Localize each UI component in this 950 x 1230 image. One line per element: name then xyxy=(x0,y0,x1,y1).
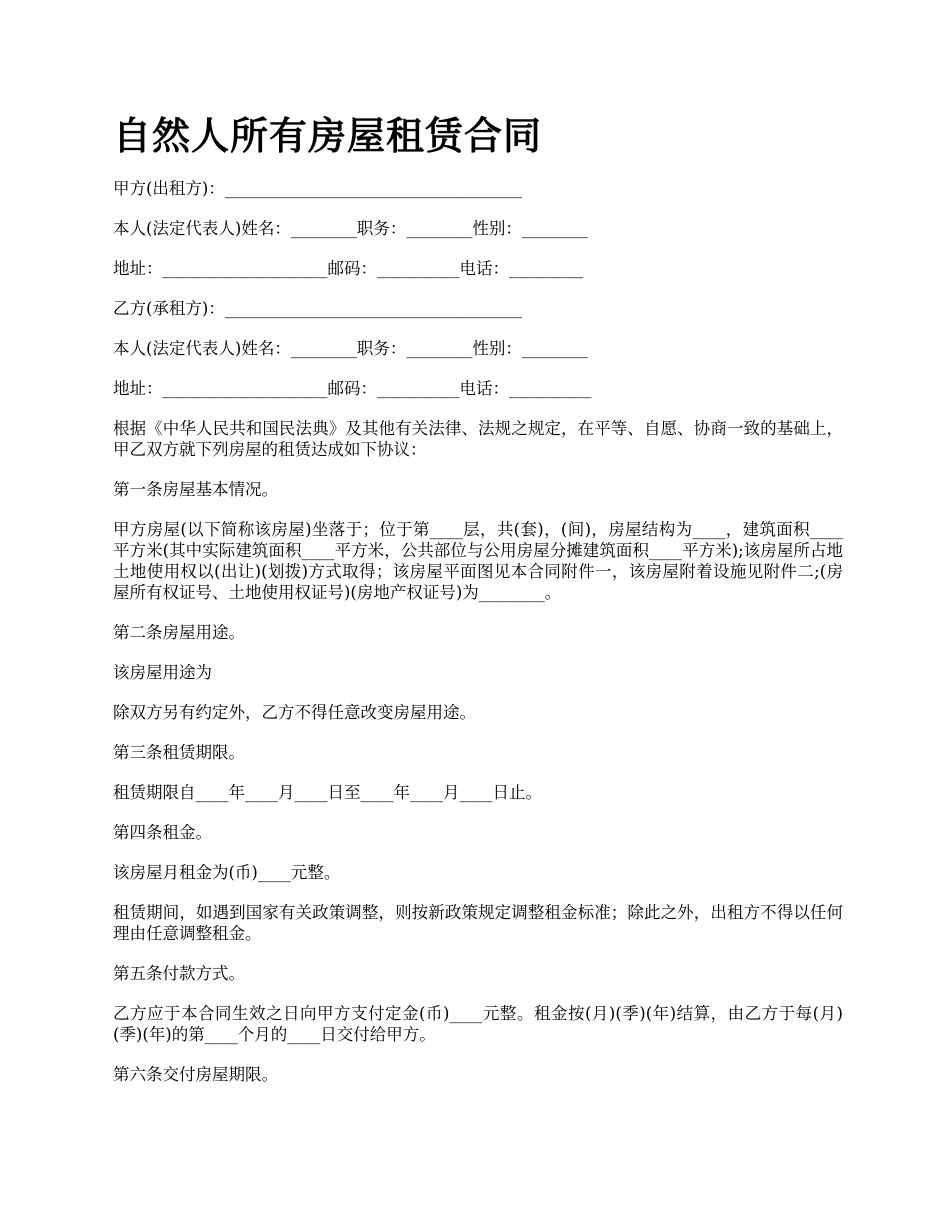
party-b-address-line: 地址：____________________邮码：__________电话：__________ xyxy=(113,379,592,398)
party-a-address-line: 地址：____________________邮码：__________电话：_________ xyxy=(113,259,584,278)
article-1-body: 甲方房屋(以下简称该房屋)坐落于；位于第____层，共(套)，(间)，房屋结构为____，建筑面积____平方米(其中实际建筑面积____平方米，公共部位与公用房屋分摊建筑面积____平方米);该房屋所占地土地使用权以(出让)(划拨)方式取得；该房屋平面图见本合同附件一，该房屋附着设施见附件二;(房屋所有权证号、土地使用权证号)(房地产权证号)为________。 xyxy=(113,520,843,602)
party-b-representative-line: 本人(法定代表人)姓名：________职务：________性别：________ xyxy=(113,339,588,358)
article-2-heading: 第二条房屋用途。 xyxy=(113,623,245,642)
article-4-adjustment: 租赁期间，如遇到国家有关政策调整，则按新政策规定调整租金标准；除此之外，出租方不得以任何理由任意调整租金。 xyxy=(113,903,843,943)
party-a-representative-line: 本人(法定代表人)姓名：________职务：________性别：________ xyxy=(113,219,588,238)
article-3-heading: 第三条租赁期限。 xyxy=(113,743,245,762)
document-page xyxy=(113,112,843,1104)
preamble-paragraph: 根据《中华人民共和国民法典》及其他有关法律、法规之规定，在平等、自愿、协商一致的基础上，甲乙双方就下列房屋的租赁达成如下协议： xyxy=(113,419,843,459)
article-4-heading: 第四条租金。 xyxy=(113,823,212,842)
article-2-restriction: 除双方另有约定外，乙方不得任意改变房屋用途。 xyxy=(113,703,476,722)
article-3-term-line: 租赁期限自____年____月____日至____年____月____日止。 xyxy=(113,783,542,802)
party-b-line: 乙方(承租方)：____________________________________ xyxy=(113,299,522,318)
article-1-heading: 第一条房屋基本情况。 xyxy=(113,480,278,499)
party-a-line: 甲方(出租方)：____________________________________ xyxy=(113,179,522,198)
document-title: 自然人所有房屋租赁合同 xyxy=(113,113,543,158)
article-4-rent-line: 该房屋月租金为(币)____元整。 xyxy=(113,863,341,882)
article-5-body: 乙方应于本合同生效之日向甲方支付定金(币)____元整。租金按(月)(季)(年)结算，由乙方于每(月)(季)(年)的第____个月的____日交付给甲方。 xyxy=(113,1004,843,1044)
article-2-use-line: 该房屋用途为 xyxy=(113,663,212,682)
article-5-heading: 第五条付款方式。 xyxy=(113,964,245,983)
article-6-heading: 第六条交付房屋期限。 xyxy=(113,1065,278,1084)
